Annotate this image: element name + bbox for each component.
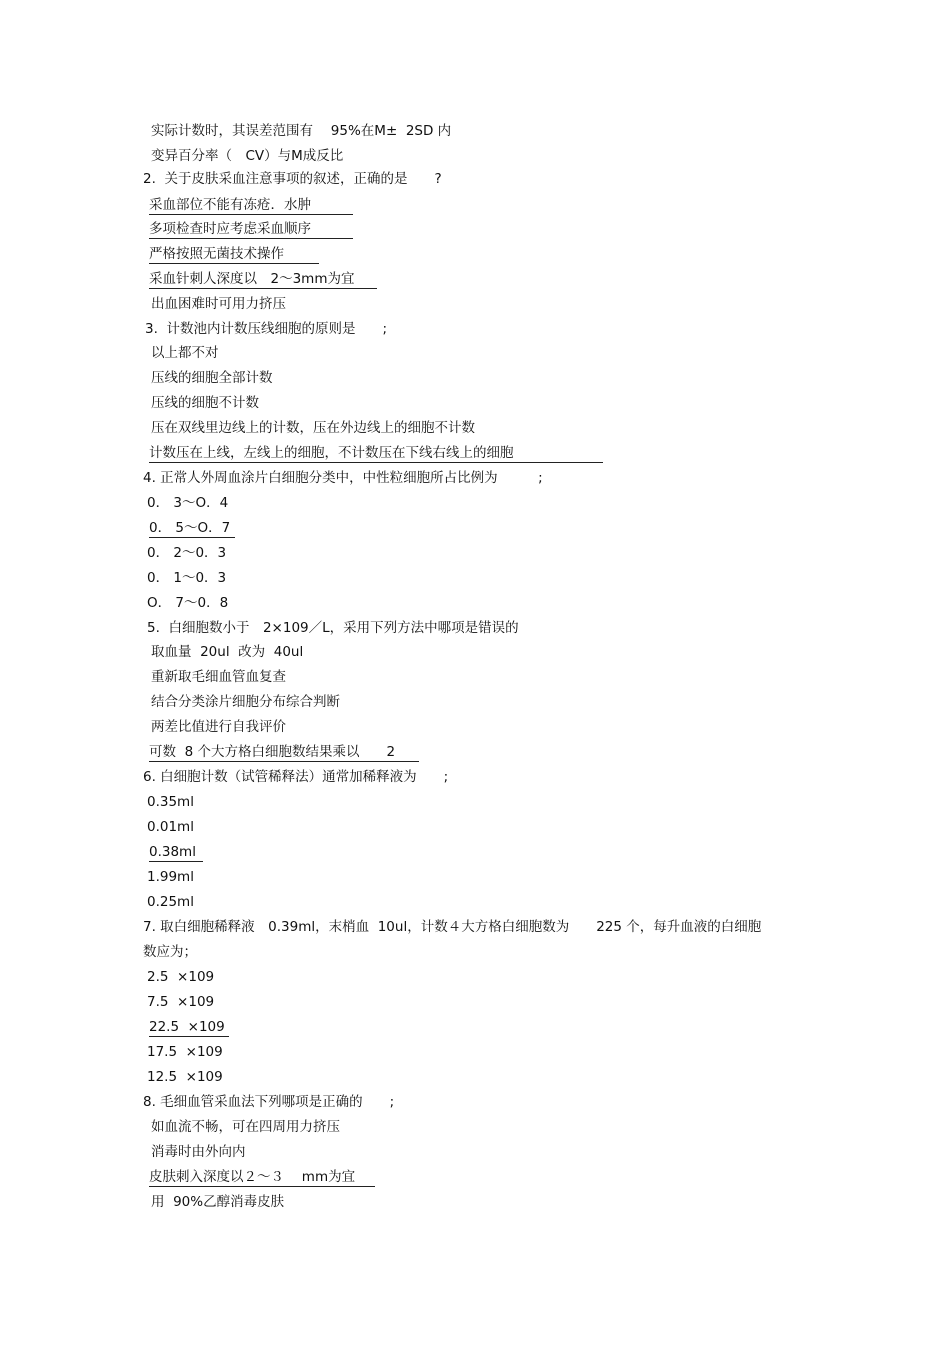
- text-line: 变异百分率（ CV）与M成反比: [151, 148, 344, 164]
- answer-option-correct: 0． 5～O．7: [149, 519, 235, 538]
- question-3: 3. 计数池内计数压线细胞的原则是 ;: [145, 321, 388, 337]
- answer-option: 0.25ml: [147, 894, 194, 910]
- answer-option-correct: 可数 8 个大方格白细胞数结果乘以 2: [149, 743, 419, 762]
- answer-option: 如血流不畅，可在四周用力挤压: [151, 1119, 340, 1135]
- answer-option: 0.01ml: [147, 819, 194, 835]
- text-line: 实际计数时，其误差范围有 95%在M± 2SD 内: [151, 123, 452, 139]
- answer-option: 出血困难时可用力挤压: [151, 296, 286, 312]
- question-4: 4. 正常人外周血涂片白细胞分类中，中性粒细胞所占比例为 ;: [143, 470, 543, 486]
- answer-option-correct: 22.5 ×109: [149, 1018, 229, 1037]
- answer-option: 1.99ml: [147, 869, 194, 885]
- question-6: 6. 白细胞计数（试管稀释法）通常加稀释液为 ;: [143, 769, 449, 785]
- answer-option: 消毒时由外向内: [151, 1144, 246, 1160]
- answer-option-correct: 计数压在上线，左线上的细胞，不计数压在下线右线上的细胞: [149, 444, 603, 463]
- answer-option: 7.5 ×109: [147, 994, 215, 1010]
- question-8: 8. 毛细血管采血法下列哪项是正确的 ;: [143, 1094, 395, 1110]
- answer-option: 重新取毛细血管血复查: [151, 669, 286, 685]
- answer-option: 压在双线里边线上的计数，压在外边线上的细胞不计数: [151, 420, 475, 436]
- answer-option: 压线的细胞不计数: [151, 395, 259, 411]
- question-2: 2. 关于皮肤采血注意事项的叙述，正确的是 ?: [143, 171, 442, 187]
- answer-option: 取血量 20ul 改为 40ul: [151, 644, 304, 660]
- question-7: 7. 取白细胞稀释液 0.39ml，末梢血 10ul，计数４大方格白细胞数为 225 个，每升血液的白细胞: [143, 919, 762, 935]
- question-7-continued: 数应为；: [143, 944, 197, 960]
- answer-option: 两差比值进行自我评价: [151, 719, 286, 735]
- answer-option: 0． 1～0．3: [147, 570, 227, 586]
- answer-option: 12.5 ×109: [147, 1069, 223, 1085]
- answer-option-correct: 皮肤刺入深度以２～３ mm为宜: [149, 1168, 375, 1187]
- answer-option: 用 90%乙醇消毒皮肤: [151, 1194, 285, 1210]
- answer-option: 0.35ml: [147, 794, 194, 810]
- answer-option: O． 7～0．8: [147, 595, 229, 611]
- answer-option: 0． 2～0．3: [147, 545, 227, 561]
- answer-option-correct: 0.38ml: [149, 843, 203, 862]
- answer-option-correct: 采血针刺人深度以 2～3mm为宜: [149, 270, 377, 289]
- answer-option: 0． 3～O．4: [147, 495, 229, 511]
- answer-option-correct: 采血部位不能有冻疮．水肿: [149, 196, 353, 215]
- question-5: 5. 白细胞数小于 2×109／L，采用下列方法中哪项是错误的: [147, 620, 519, 636]
- answer-option: 17.5 ×109: [147, 1044, 223, 1060]
- answer-option: 压线的细胞全部计数: [151, 370, 273, 386]
- answer-option: 2.5 ×109: [147, 969, 215, 985]
- answer-option-correct: 严格按照无菌技术操作: [149, 245, 319, 264]
- answer-option: 以上都不对: [151, 345, 219, 361]
- answer-option: 结合分类涂片细胞分布综合判断: [151, 694, 340, 710]
- answer-option-correct: 多项检查时应考虑采血顺序: [149, 220, 353, 239]
